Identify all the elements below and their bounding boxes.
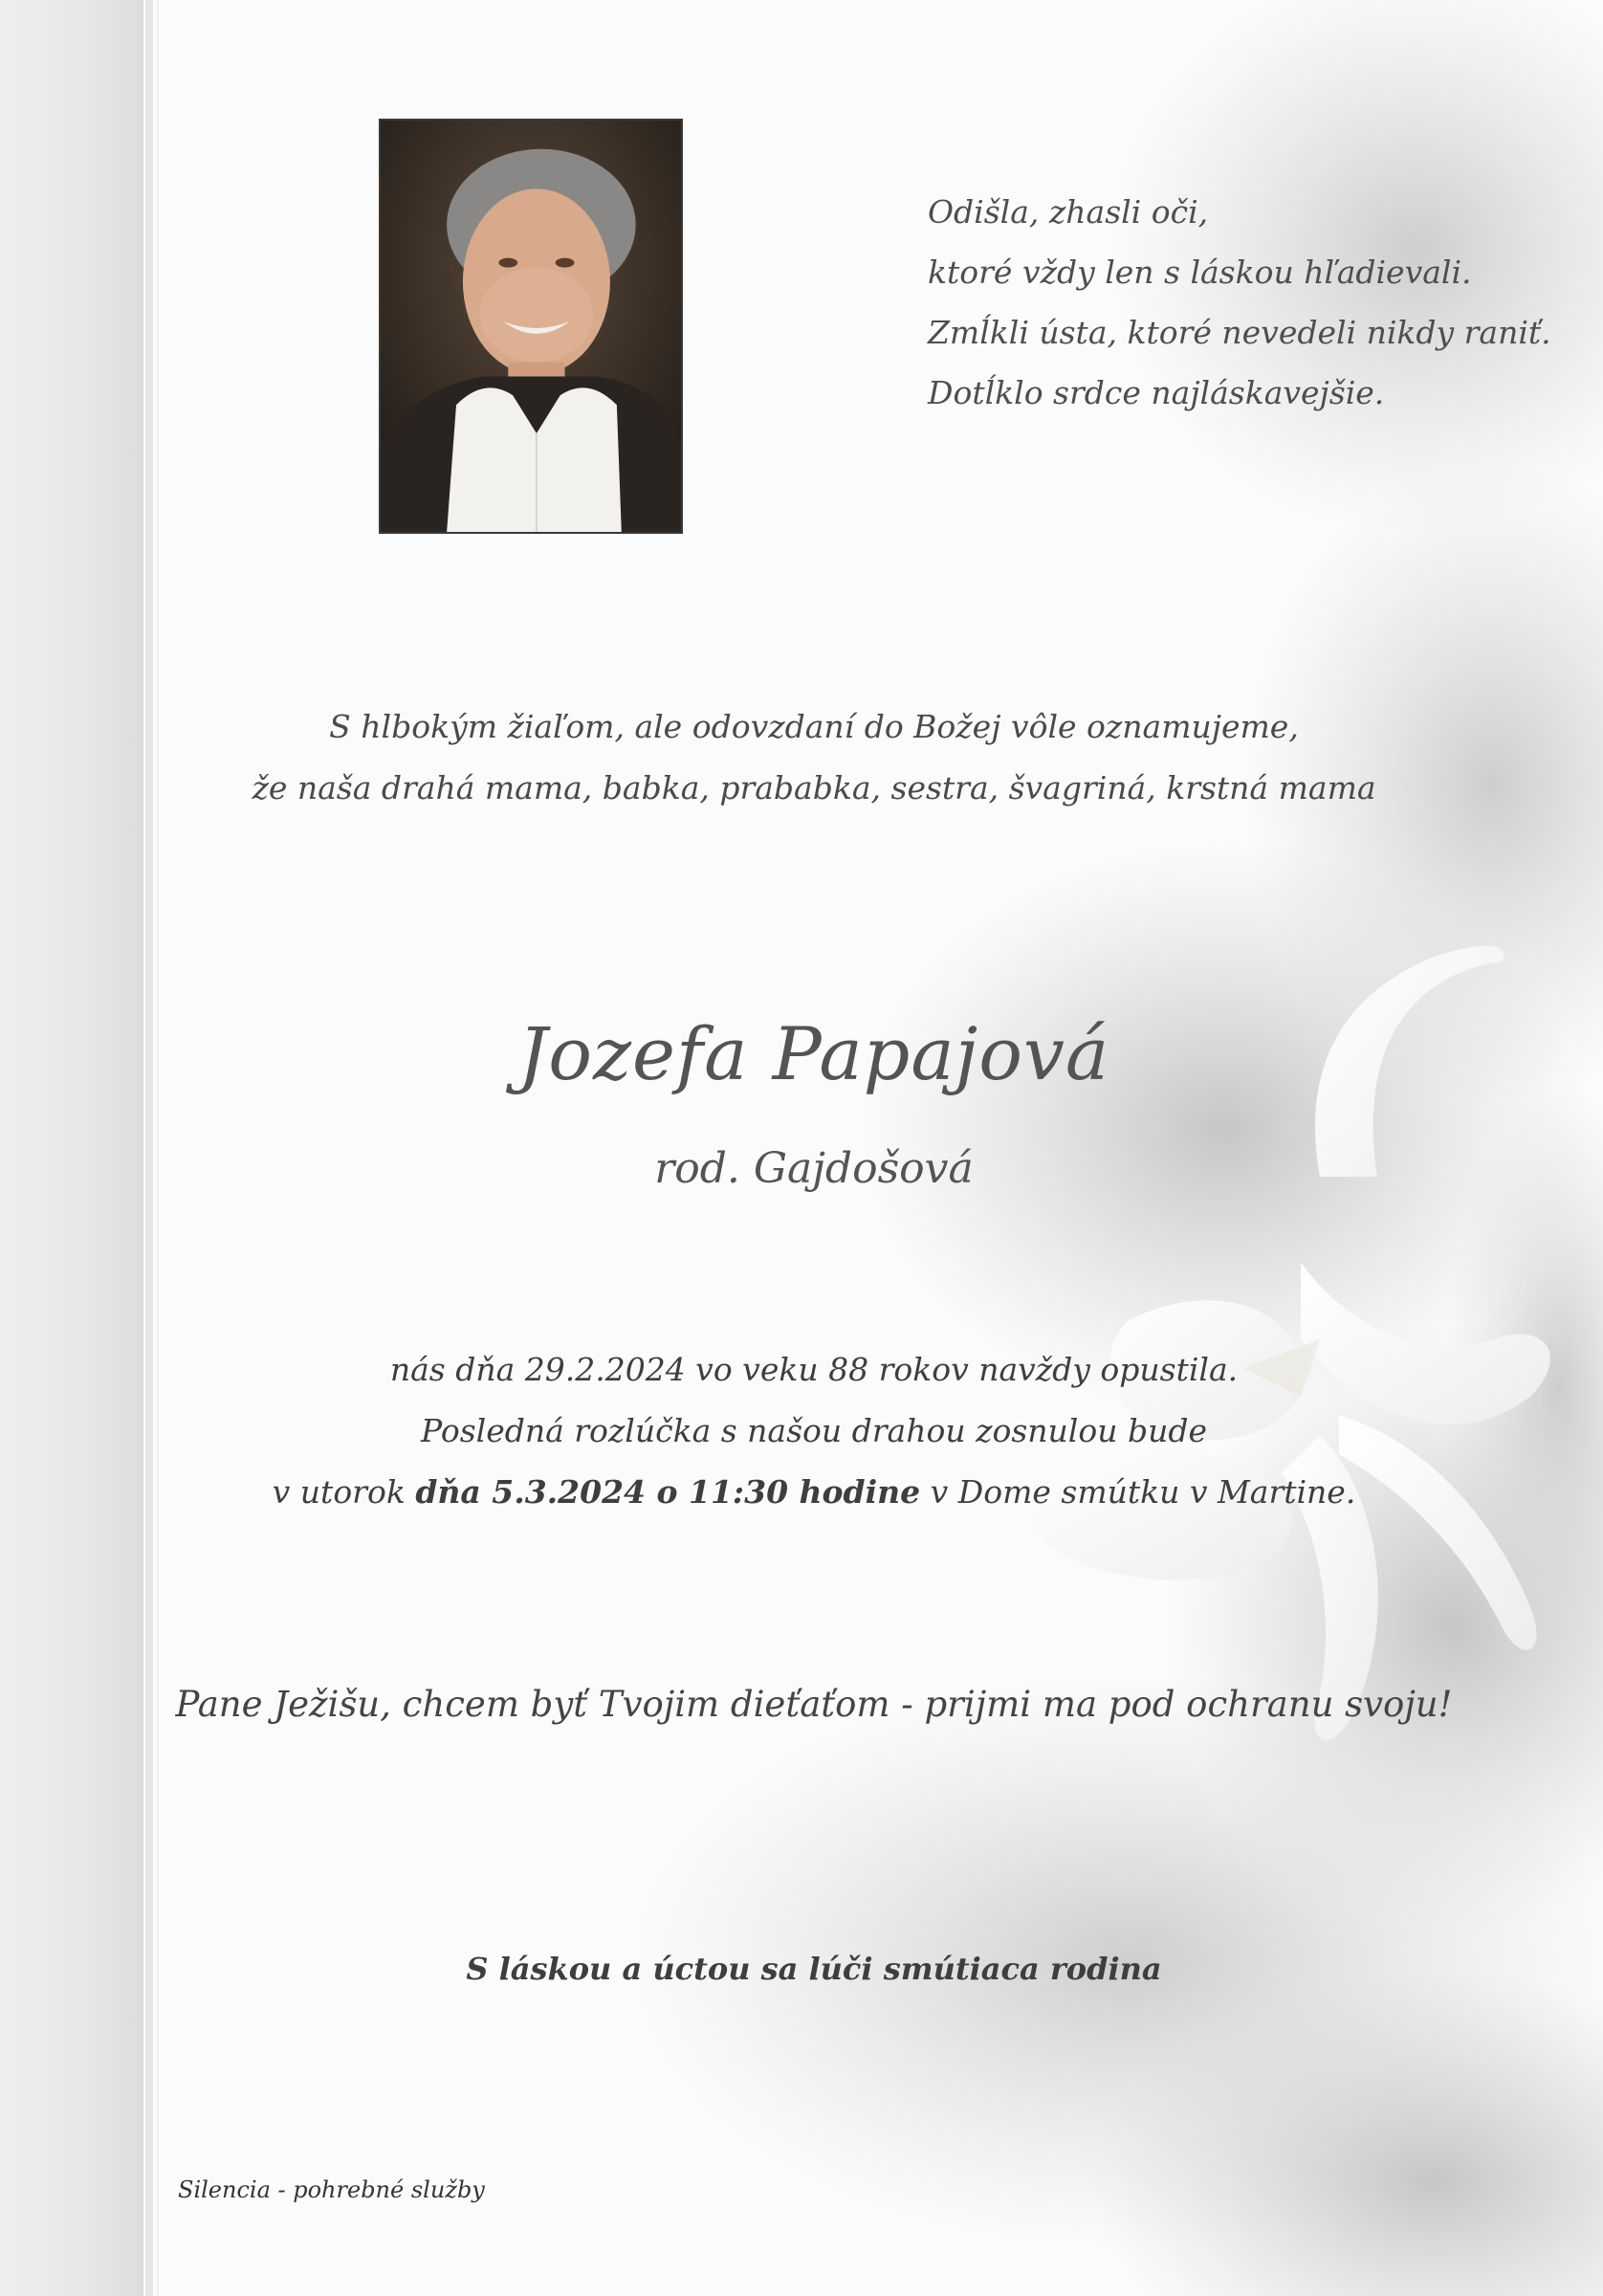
announcement-block [159,696,1469,819]
deceased-name: Jozefa Papajová [517,1011,1110,1096]
verse-line: Odišla, zhasli oči, [928,193,1209,231]
portrait-photo [379,119,683,534]
verse-line: Zmĺkli ústa, ktoré nevedeli nikdy raniť. [928,314,1551,351]
left-border-line [145,0,153,2296]
funeral-service-footer: Silencia - pohrebné služby [178,2176,485,2203]
details-line: Posledná rozlúčka s našou drahou zosnulou bude [420,1412,1207,1449]
details-prefix: v utorok [272,1473,416,1511]
funeral-details [159,1339,1469,1523]
verse-line: Dotĺklo srdce najláskavejšie. [928,374,1385,411]
details-suffix: v Dome smútku v Martine. [920,1473,1356,1511]
verse-line: ktoré vždy len s láskou hľadievali. [928,254,1472,291]
announcement-line: S hlbokým žiaľom, ale odovzdaní do Božej vôle oznamujeme, [329,708,1299,745]
left-border-band [0,0,143,2296]
details-line: nás dňa 29.2.2024 vo veku 88 rokov navždy opustila. [389,1351,1239,1388]
funeral-date-time: dňa 5.3.2024 o 11:30 hodine [415,1473,921,1511]
family-signoff: S láskou a úctou sa lúči smútiaca rodina [466,1951,1162,1987]
verse-block [928,182,1559,423]
prayer-text: Pane Ježišu, chcem byť Tvojim dieťaťom - prijmi ma pod ochranu svoju! [175,1684,1453,1725]
details-line [159,1462,1469,1523]
maiden-name: rod. Gajdošová [654,1144,974,1193]
announcement-line: že naša drahá mama, babka, prababka, sestra, švagriná, krstná mama [252,769,1376,806]
